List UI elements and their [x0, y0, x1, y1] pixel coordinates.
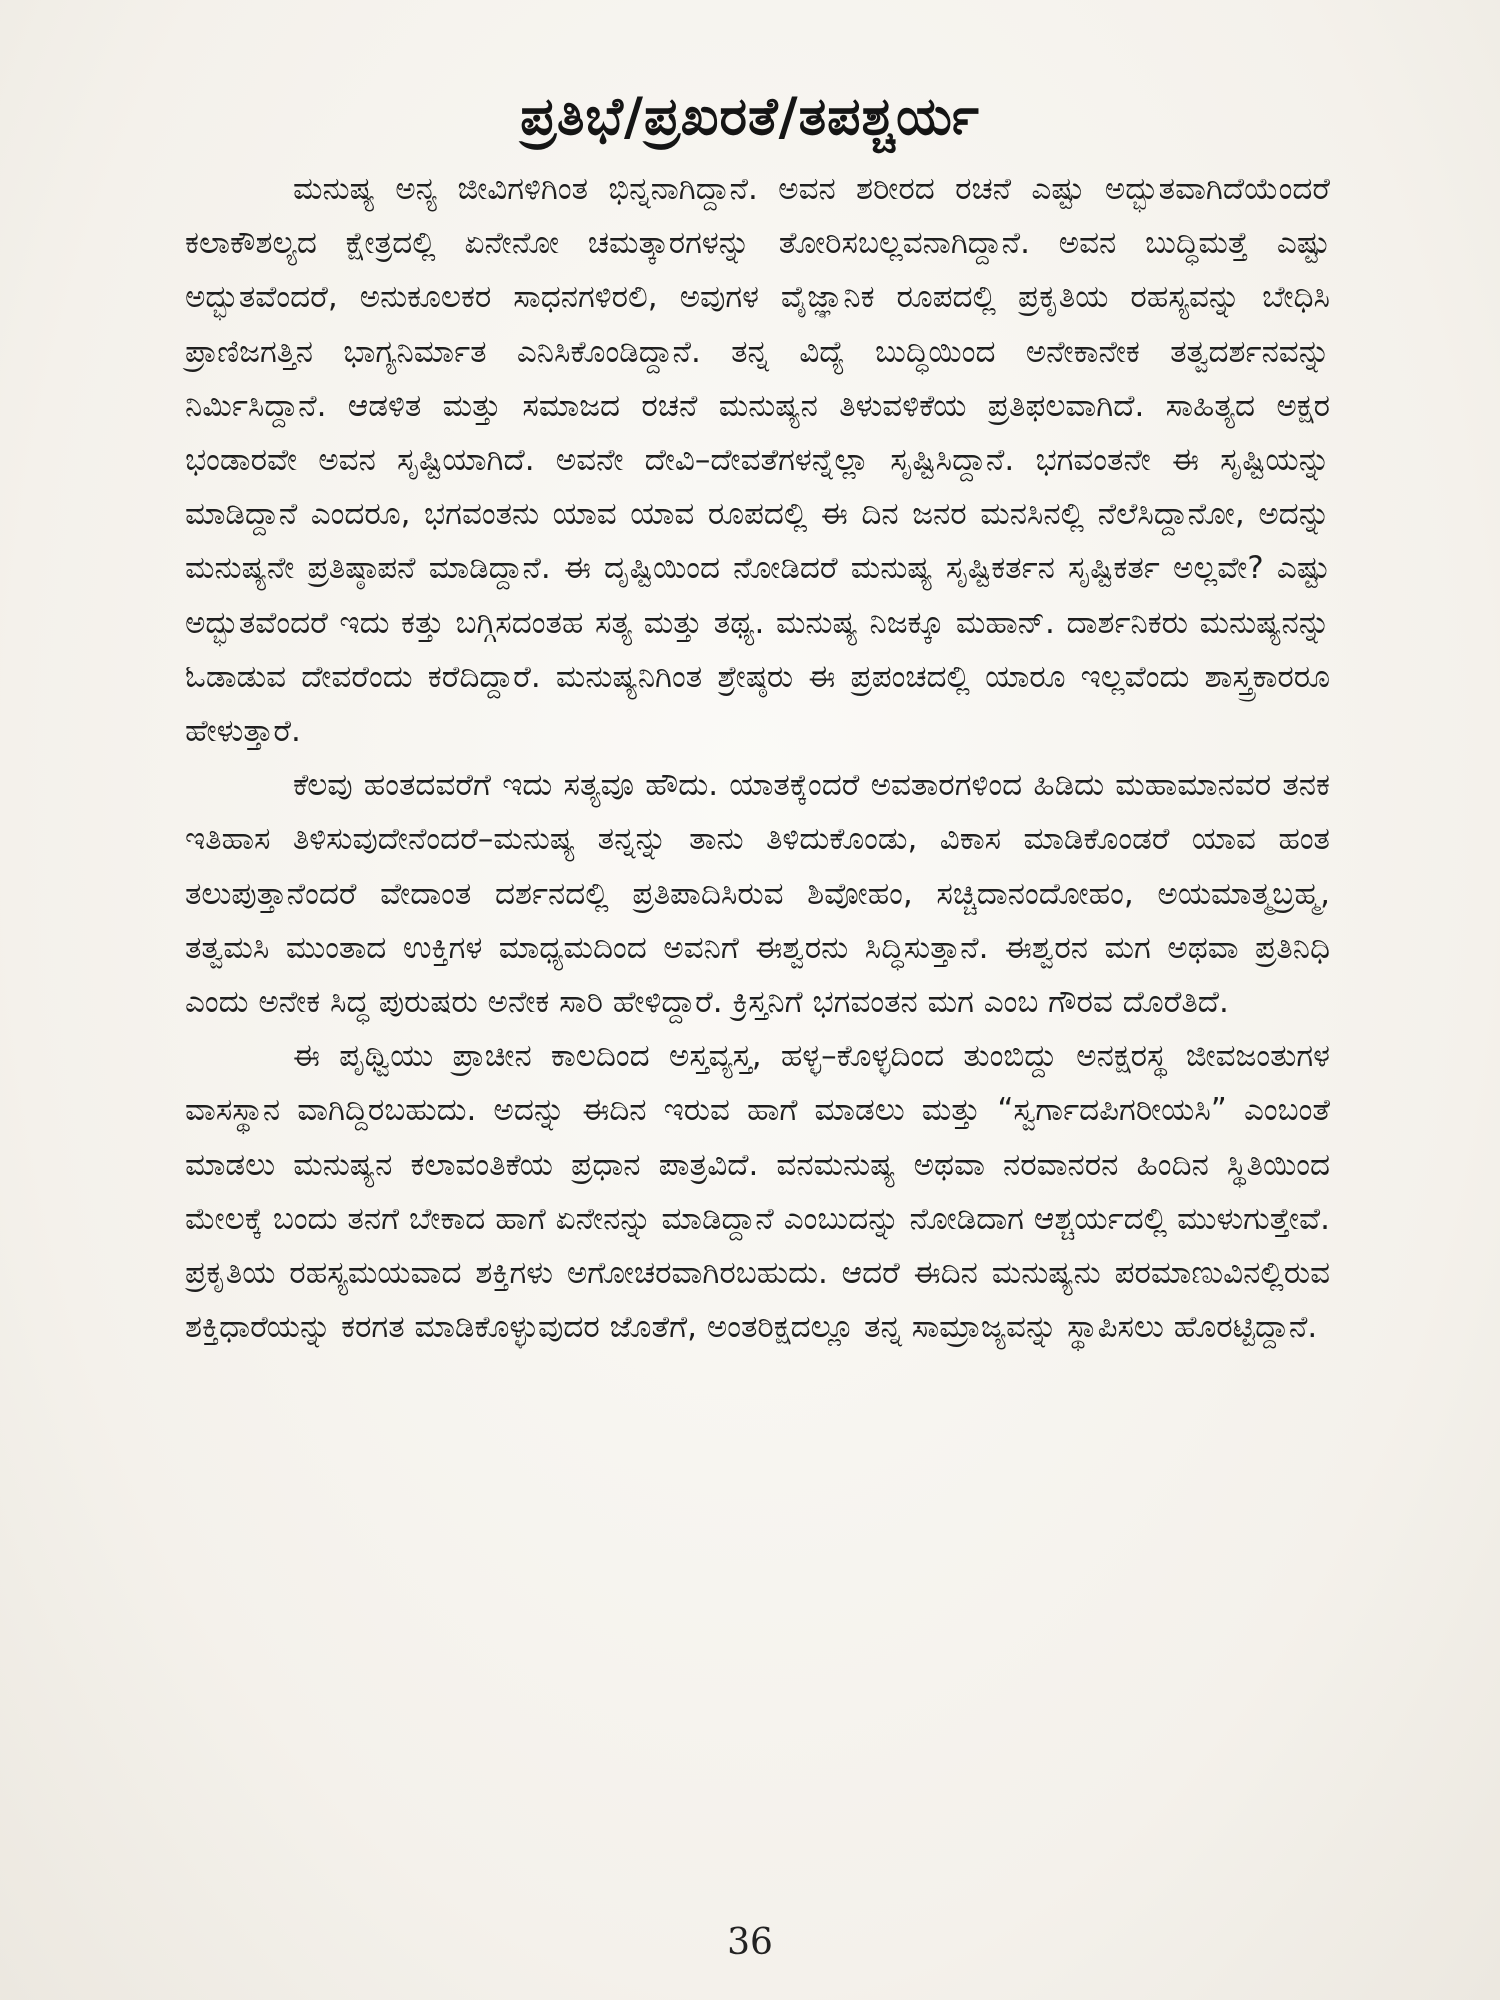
- page-number: 36: [727, 1922, 773, 1963]
- paragraph-1: ಮನುಷ್ಯ ಅನ್ಯ ಜೀವಿಗಳಿಗಿಂತ ಭಿನ್ನನಾಗಿದ್ದಾನೆ. ಅವನ ಶರೀರದ ರಚನೆ ಎಷ್ಟು ಅದ್ಭುತವಾಗಿದೆಯೆಂದರೆ ಕಲಾಕೌಶಲ್ಯದ ಕ್ಷೇತ್ರದಲ್ಲಿ ಏನೇನೋ ಚಮತ್ಕಾರಗಳನ್ನು ತೋರಿಸಬಲ್ಲವನಾಗಿದ್ದಾನೆ. ಅವನ ಬುದ್ಧಿಮತ್ತೆ ಎಷ್ಟು ಅದ್ಭುತವೆಂದರೆ, ಅನುಕೂಲಕರ ಸಾಧನಗಳಿರಲಿ, ಅವುಗಳ ವೈಜ್ಞಾನಿಕ ರೂಪದಲ್ಲಿ ಪ್ರಕೃತಿಯ ರಹಸ್ಯವನ್ನು ಬೇಧಿಸಿ ಪ್ರಾಣಿಜಗತ್ತಿನ ಭಾಗ್ಯನಿರ್ಮಾತ ಎನಿಸಿಕೊಂಡಿದ್ದಾನೆ. ತನ್ನ ವಿದ್ಯೆ ಬುದ್ಧಿಯಿಂದ ಅನೇಕಾನೇಕ ತತ್ವದರ್ಶನವನ್ನು ನಿರ್ಮಿಸಿದ್ದಾನೆ. ಆಡಳಿತ ಮತ್ತು ಸಮಾಜದ ರಚನೆ ಮನುಷ್ಯನ ತಿಳುವಳಿಕೆಯ ಪ್ರತಿಫಲವಾಗಿದೆ. ಸಾಹಿತ್ಯದ ಅಕ್ಷರ ಭಂಡಾರವೇ ಅವನ ಸೃಷ್ಟಿಯಾಗಿದೆ. ಅವನೇ ದೇವಿ–ದೇವತೆಗಳನ್ನೆಲ್ಲಾ ಸೃಷ್ಟಿಸಿದ್ದಾನೆ. ಭಗವಂತನೇ ಈ ಸೃಷ್ಟಿಯನ್ನು ಮಾಡಿದ್ದಾನೆ ಎಂದರೂ, ಭಗವಂತನು ಯಾವ ಯಾವ ರೂಪದಲ್ಲಿ ಈ ದಿನ ಜನರ ಮನಸಿನಲ್ಲಿ ನೆಲೆಸಿದ್ದಾನೋ, ಅದನ್ನು ಮನುಷ್ಯನೇ ಪ್ರತಿಷ್ಠಾಪನೆ ಮಾಡಿದ್ದಾನೆ. ಈ ದೃಷ್ಟಿಯಿಂದ ನೋಡಿದರೆ ಮನುಷ್ಯ ಸೃಷ್ಟಿಕರ್ತನ ಸೃಷ್ಟಿಕರ್ತ ಅಲ್ಲವೇ? ಎಷ್ಟು ಅದ್ಭುತವೆಂದರೆ ಇದು ಕತ್ತು ಬಗ್ಗಿಸದಂತಹ ಸತ್ಯ ಮತ್ತು ತಥ್ಯ. ಮನುಷ್ಯ ನಿಜಕ್ಕೂ ಮಹಾನ್. ದಾರ್ಶನಿಕರು ಮನುಷ್ಯನನ್ನು ಓಡಾಡುವ ದೇವರೆಂದು ಕರೆದಿದ್ದಾರೆ. ಮನುಷ್ಯನಿಗಿಂತ ಶ್ರೇಷ್ಠರು ಈ ಪ್ರಪಂಚದಲ್ಲಿ ಯಾರೂ ಇಲ್ಲವೆಂದು ಶಾಸ್ತ್ರಕಾರರೂ ಹೇಳುತ್ತಾರೆ.: [185, 171, 1330, 750]
- page-body: [185, 162, 1330, 1354]
- paragraph-3: ಈ ಪೃಥ್ವಿಯು ಪ್ರಾಚೀನ ಕಾಲದಿಂದ ಅಸ್ತವ್ಯಸ್ತ, ಹಳ್ಳ–ಕೊಳ್ಳದಿಂದ ತುಂಬಿದ್ದು ಅನಕ್ಷರಸ್ಥ ಜೀವಜಂತುಗಳ ವಾಸಸ್ಥಾನ ವಾಗಿದ್ದಿರಬಹುದು. ಅದನ್ನು ಈದಿನ ಇರುವ ಹಾಗೆ ಮಾಡಲು ಮತ್ತು “ಸ್ವರ್ಗಾದಪಿಗರೀಯಸಿ” ಎಂಬಂತೆ ಮಾಡಲು ಮನುಷ್ಯನ ಕಲಾವಂತಿಕೆಯ ಪ್ರಧಾನ ಪಾತ್ರವಿದೆ. ವನಮನುಷ್ಯ ಅಥವಾ ನರವಾನರನ ಹಿಂದಿನ ಸ್ಥಿತಿಯಿಂದ ಮೇಲಕ್ಕೆ ಬಂದು ತನಗೆ ಬೇಕಾದ ಹಾಗೆ ಏನೇನನ್ನು ಮಾಡಿದ್ದಾನೆ ಎಂಬುದನ್ನು ನೋಡಿದಾಗ ಆಶ್ಚರ್ಯದಲ್ಲಿ ಮುಳುಗುತ್ತೇವೆ. ಪ್ರಕೃತಿಯ ರಹಸ್ಯಮಯವಾದ ಶಕ್ತಿಗಳು ಅಗೋಚರವಾಗಿರಬಹುದು. ಆದರೆ ಈದಿನ ಮನುಷ್ಯನು ಪರಮಾಣುವಿನಲ್ಲಿರುವ ಶಕ್ತಿಧಾರೆಯನ್ನು ಕರಗತ ಮಾಡಿಕೊಳ್ಳುವುದರ ಜೊತೆಗೆ, ಅಂತರಿಕ್ಷದಲ್ಲೂ ತನ್ನ ಸಾಮ್ರಾಜ್ಯವನ್ನು ಸ್ಥಾಪಿಸಲು ಹೊರಟ್ಟಿದ್ದಾನೆ.: [185, 1038, 1330, 1346]
- paragraph-2: ಕೆಲವು ಹಂತದವರೆಗೆ ಇದು ಸತ್ಯವೂ ಹೌದು. ಯಾತಕ್ಕೆಂದರೆ ಅವತಾರಗಳಿಂದ ಹಿಡಿದು ಮಹಾಮಾನವರ ತನಕ ಇತಿಹಾಸ ತಿಳಿಸುವುದೇನೆಂದರೆ–ಮನುಷ್ಯ ತನ್ನನ್ನು ತಾನು ತಿಳಿದುಕೊಂಡು, ವಿಕಾಸ ಮಾಡಿಕೊಂಡರೆ ಯಾವ ಹಂತ ತಲುಪುತ್ತಾನೆಂದರೆ ವೇದಾಂತ ದರ್ಶನದಲ್ಲಿ ಪ್ರತಿಪಾದಿಸಿರುವ ಶಿವೋಹಂ, ಸಚ್ಚಿದಾನಂದೋಹಂ, ಅಯಮಾತ್ಮಬ್ರಹ್ಮ, ತತ್ವಮಸಿ ಮುಂತಾದ ಉಕ್ತಿಗಳ ಮಾಧ್ಯಮದಿಂದ ಅವನಿಗೆ ಈಶ್ವರನು ಸಿದ್ಧಿಸುತ್ತಾನೆ. ಈಶ್ವರನ ಮಗ ಅಥವಾ ಪ್ರತಿನಿಧಿ ಎಂದು ಅನೇಕ ಸಿದ್ಧ ಪುರುಷರು ಅನೇಕ ಸಾರಿ ಹೇಳಿದ್ದಾರೆ. ಕ್ರಿಸ್ತನಿಗೆ ಭಗವಂತನ ಮಗ ಎಂಬ ಗೌರವ ದೊರೆತಿದೆ.: [185, 767, 1330, 1021]
- page-title: ಪ್ರತಿಭೆ/ಪ್ರಖರತೆ/ತಪಶ್ಚರ್ಯ: [520, 86, 980, 147]
